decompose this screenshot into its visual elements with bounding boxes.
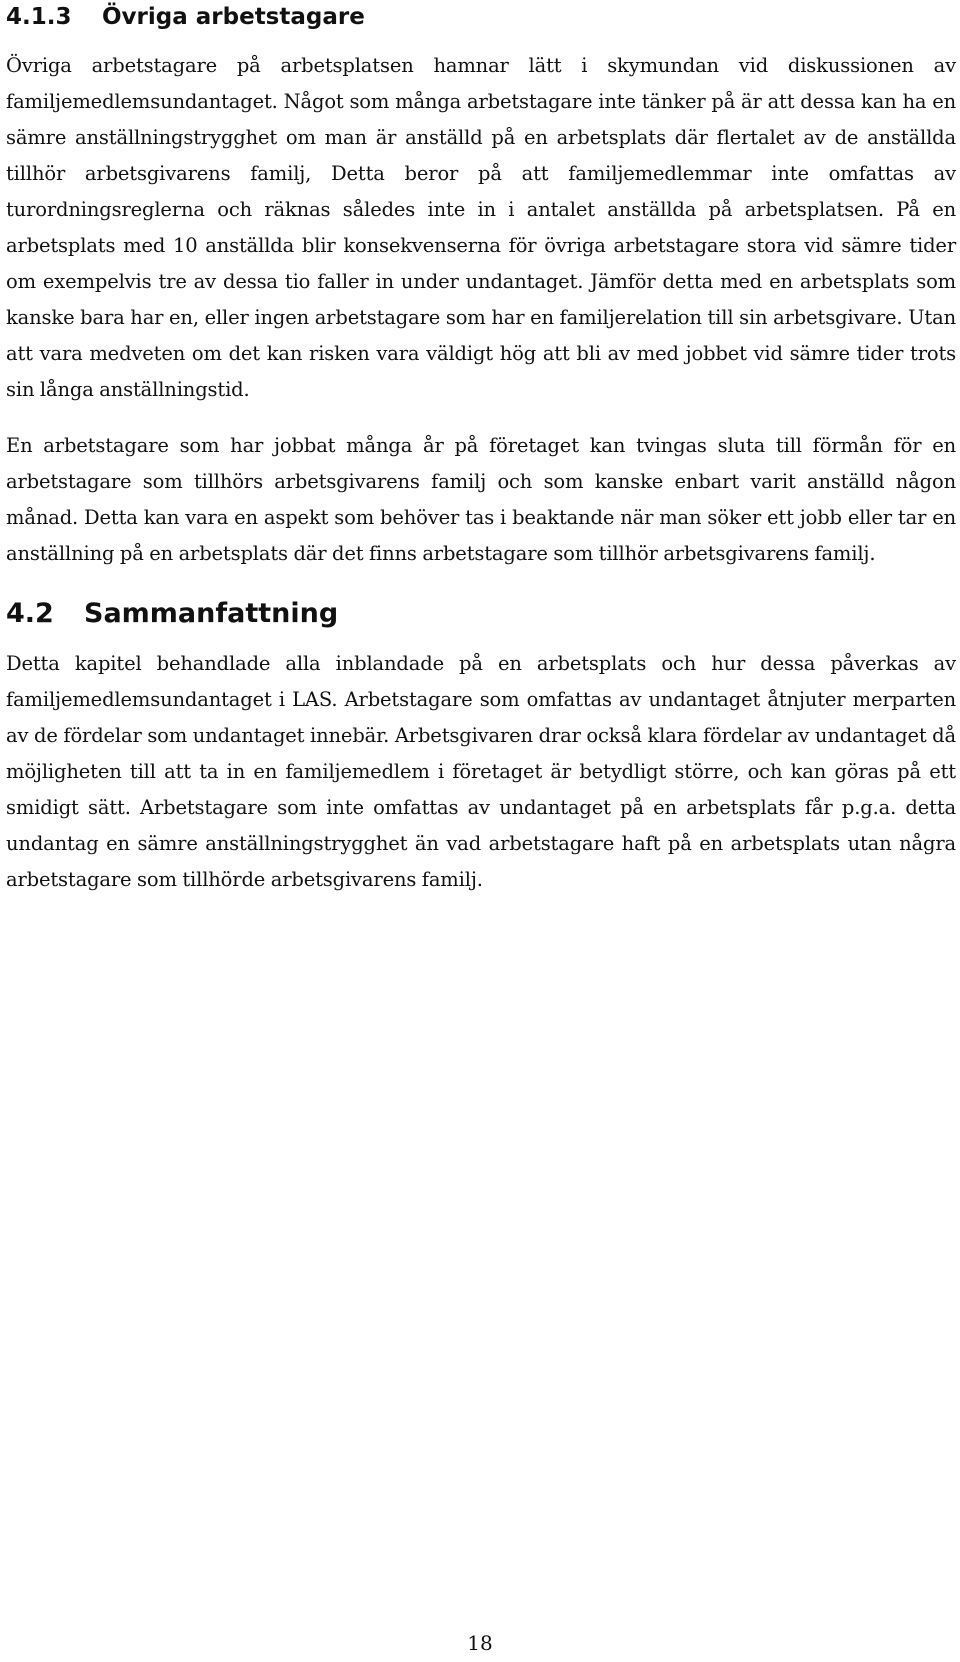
section-heading-4-2: [6, 597, 956, 631]
body-paragraph-other-employees: Övriga arbetstagare på arbetsplatsen hamnar lätt i skymundan vid diskussionen av familjemedlemsundantaget. Något som många arbetstagare inte tänker på är att dessa kan ha en sämre anställningstrygghet om man är anställd på en arbetsplats där flertalet av de anställda tillhör arbetsgivarens familj, Detta beror på att familjemedlemmar inte omfattas av turordningsreglerna och räknas således inte in i antalet anställda på arbetsplatsen. På en arbetsplats med 10 anställda blir konsekvenserna för övriga arbetstagare stora vid sämre tider om exempelvis tre av dessa tio faller in under undantaget. Jämför detta med en arbetsplats som kanske bara har en, eller ingen arbetstagare som har en familjerelation till sin arbetsgivare. Utan att vara medveten om det kan risken vara väldigt hög att bli av med jobbet vid sämre tider trots sin långa anställningstid.: [6, 54, 956, 401]
document-page: [6, 0, 956, 898]
section-number: 4.1.3: [6, 4, 72, 30]
page-number: 18: [467, 1631, 493, 1655]
body-paragraph-summary: Detta kapitel behandlade alla inblandade på en arbetsplats och hur dessa påverkas av familjemedlemsundantaget i LAS. Arbetstagare som omfattas av undantaget åtnjuter merparten av de fördelar som undantaget innebär. Arbetsgivaren drar också klara fördelar av undantaget då möjligheten till att ta in en familjemedlem i företaget är betydligt större, och kan göras på ett smidigt sätt. Arbetstagare som inte omfattas av undantaget på en arbetsplats får p.g.a. detta undantag en sämre anställningstrygghet än vad arbetstagare haft på en arbetsplats utan några arbetstagare som tillhörde arbetsgivarens familj.: [6, 652, 956, 891]
body-paragraph-long-tenure: En arbetstagare som har jobbat många år på företaget kan tvingas sluta till förmån för en arbetstagare som tillhörs arbetsgivarens familj och som kanske enbart varit anställd någon månad. Detta kan vara en aspekt som behöver tas i beaktande när man söker ett jobb eller tar en anställning på en arbetsplats där det finns arbetstagare som tillhör arbetsgivarens familj.: [6, 434, 956, 565]
section-title: Sammanfattning: [84, 598, 339, 629]
section-heading-4-1-3: [6, 0, 956, 32]
section-number: 4.2: [6, 598, 54, 629]
section-title: Övriga arbetstagare: [102, 4, 365, 30]
